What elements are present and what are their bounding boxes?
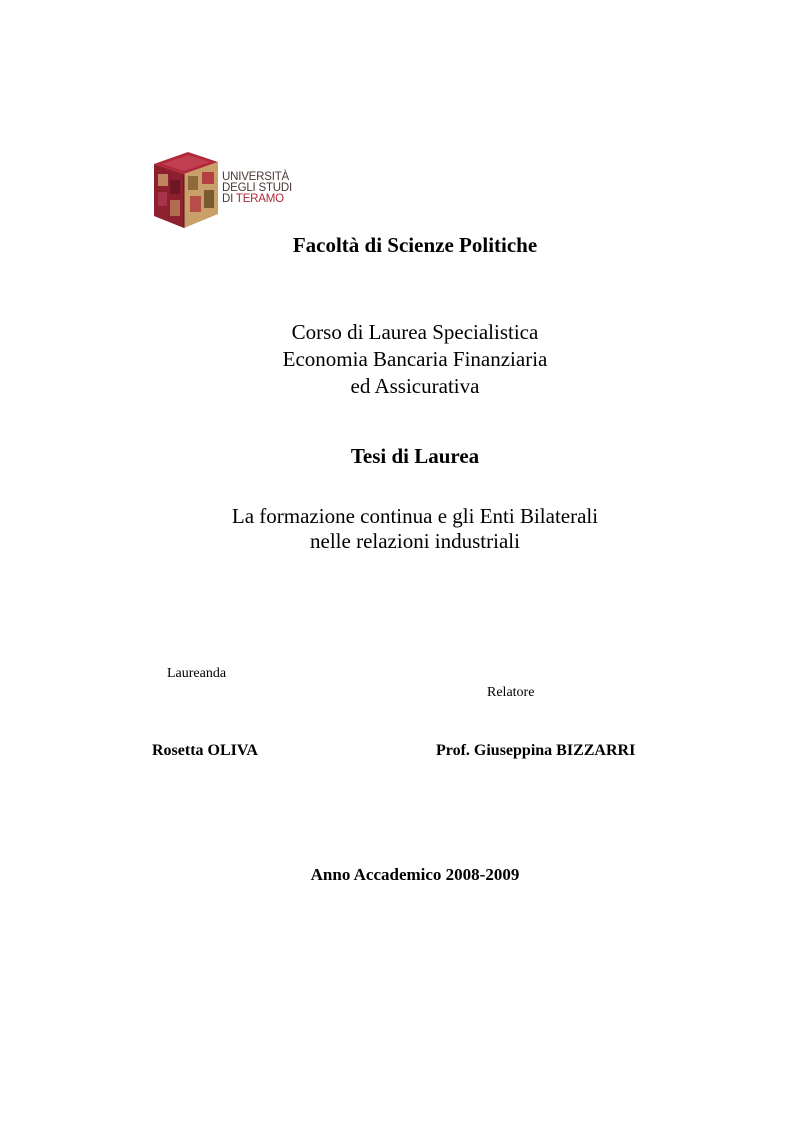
faculty-heading: Facoltà di Scienze Politiche bbox=[292, 233, 538, 257]
logo-line-di-teramo bbox=[222, 194, 292, 205]
logo-teramo: TERAMO bbox=[235, 193, 284, 205]
thesis-title-line-2: nelle relazioni industriali bbox=[310, 529, 520, 553]
university-name-wordmark bbox=[222, 172, 292, 205]
logo-di-prefix: DI bbox=[222, 193, 236, 205]
candidate-name: Rosetta OLIVA bbox=[152, 742, 258, 759]
course-line-3: ed Assicurativa bbox=[350, 374, 480, 398]
course-block bbox=[0, 319, 793, 400]
supervisor-label: Relatore bbox=[487, 685, 535, 700]
logo-line-degli-studi: DEGLI STUDI bbox=[222, 182, 293, 194]
university-logo bbox=[148, 150, 318, 232]
candidate-label: Laureanda bbox=[167, 666, 227, 681]
thesis-title-line-1: La formazione continua e gli Enti Bilaterali bbox=[231, 504, 599, 528]
academic-year: Anno Accademico 2008-2009 bbox=[310, 865, 520, 884]
supervisor-name: Prof. Giuseppina BIZZARRI bbox=[436, 742, 636, 759]
thesis-title bbox=[0, 504, 793, 554]
course-line-2: Economia Bancaria Finanziaria bbox=[282, 347, 548, 371]
logo-line-universita: UNIVERSITÀ bbox=[222, 171, 290, 183]
university-cube-emblem bbox=[148, 150, 222, 230]
course-line-1: Corso di Laurea Specialistica bbox=[291, 320, 539, 344]
document-type-heading: Tesi di Laurea bbox=[350, 444, 480, 468]
